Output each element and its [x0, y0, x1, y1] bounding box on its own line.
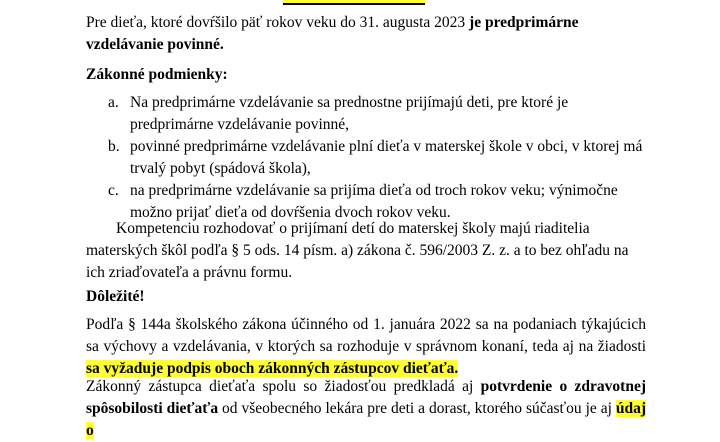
important-text: Podľa § 144a školského zákona účinného od 1. januára 2022 sa na podaniach týkajúcich sa výchovy a vzdelávania, v ktorých sa rozhoduje v správnom konaní, teda aj na žiadosti: [86, 316, 646, 355]
list-marker: a.: [108, 94, 119, 111]
list-marker: b.: [108, 138, 120, 155]
signature-requirement-highlight: sa vyžaduje podpis oboch zákonných zástupcov dieťaťa.: [86, 360, 459, 377]
list-item-text: na predprimárne vzdelávanie sa prijíma dieťa od troch rokov veku; výnimočne možno prijať dieťa od dovŕšenia dvoch rokov veku.: [130, 182, 618, 221]
heading-highlight-remnant: [283, 0, 425, 5]
intro-paragraph: [86, 12, 646, 56]
conditions-heading: [86, 64, 646, 86]
conditions-list: [86, 92, 646, 224]
list-item: [86, 136, 646, 180]
conditions-heading-text: Zákonné podmienky:: [86, 66, 228, 83]
important-heading-text: Dôležité!: [86, 288, 145, 305]
list-item-text: povinné predprimárne vzdelávanie plní dieťa v materskej škole v obci, v ktorej má trvalý pobyt (spádová škola),: [130, 138, 643, 177]
competence-paragraph: Kompetenciu rozhodovať o prijímaní detí do materskej školy majú riaditelia materských škôl podľa § 5 ods. 14 písm. a) zákona č. 596/2003 Z. z. a to bez ohľadu na ich zriaďovateľa a právnu formu.: [86, 220, 629, 281]
last-text-1: Zákonný zástupca dieťaťa spolu so žiadosťou predkladá aj: [86, 378, 481, 395]
health-certificate-paragraph: [86, 376, 646, 442]
list-item-text: Na predprimárne vzdelávanie sa prednostne prijímajú deti, pre ktoré je predprimárne vzdelávanie povinné,: [130, 94, 569, 133]
list-item: [86, 92, 646, 136]
health-certificate-bold: potvrdenie o zdravotnej spôsobilosti dieťaťa: [86, 378, 647, 417]
last-highlight: údaj o: [86, 400, 647, 439]
list-marker: c.: [108, 182, 119, 199]
important-paragraph: [86, 314, 646, 380]
important-heading: [86, 286, 646, 308]
intro-text: Pre dieťa, ktoré dovŕšilo päť rokov veku do 31. augusta 2023: [86, 14, 470, 31]
last-text-2: od všeobecného lekára pre deti a dorast, ktorého súčasťou je aj: [218, 400, 616, 417]
intro-bold: je predprimárne vzdelávanie povinné.: [86, 14, 579, 53]
